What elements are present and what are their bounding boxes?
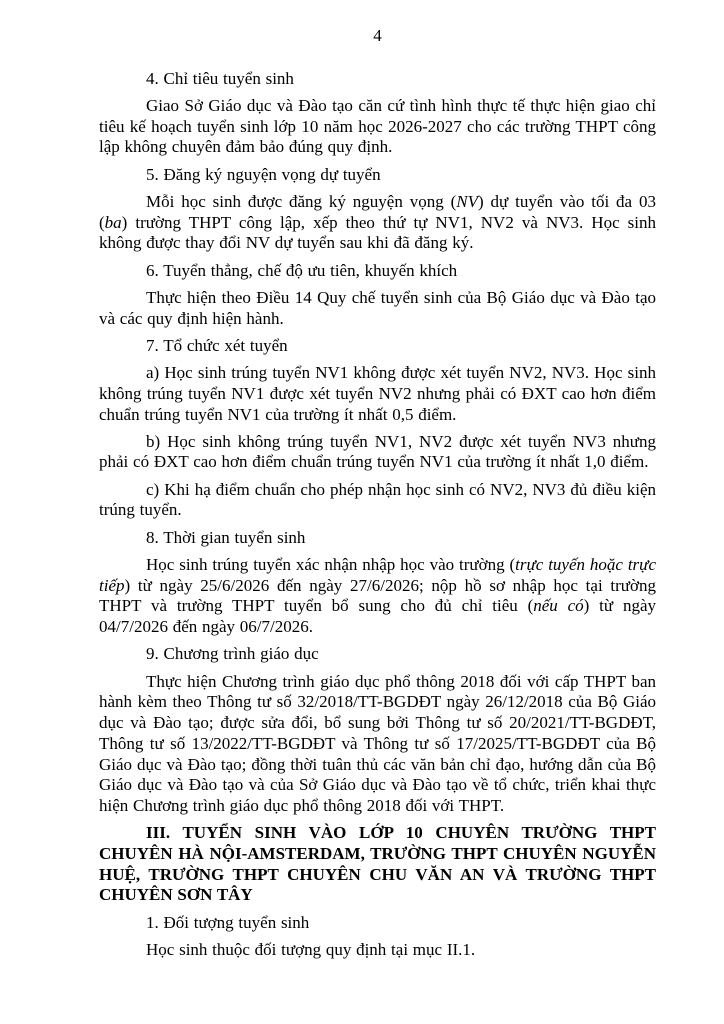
text-run: 6. Tuyển thẳng, chế độ ưu tiên, khuyến khích [146,260,458,280]
text-run: 1. Đối tượng tuyển sinh [146,912,310,932]
text-run: 7. Tổ chức xét tuyển [146,335,288,355]
text-run: NV [456,191,479,211]
paragraph [99,432,656,473]
heading [99,913,656,934]
paragraph [99,940,656,961]
text-run: ) dự tuyển vào tối đa 03 ( [99,191,656,232]
paragraph [99,96,656,158]
text-run: b) Học sinh không trúng tuyển NV1, NV2 được xét tuyển NV3 nhưng phải có ĐXT cao hơn điểm chuẩn trúng tuyển NV1 của trường ít nhất 1,0 điểm. [99,431,656,472]
text-run: 4. Chỉ tiêu tuyển sinh [146,68,294,88]
text-run: trực tuyến hoặc trực tiếp [99,554,656,595]
paragraph [99,672,656,817]
text-run: Học sinh trúng tuyển xác nhận nhập học vào trường ( [146,554,516,574]
section-heading [99,823,656,906]
heading [99,644,656,665]
text-run: ) trường THPT công lập, xếp theo thứ tự NV1, NV2 và NV3. Học sinh không được thay đổi NV dự tuyển sau khi đã đăng ký. [99,212,656,253]
text-run: c) Khi hạ điểm chuẩn cho phép nhận học sinh có NV2, NV3 đủ điều kiện trúng tuyển. [99,479,656,520]
heading [99,336,656,357]
text-run: Mỗi học sinh được đăng ký nguyện vọng ( [146,191,457,211]
text-run: Thực hiện theo Điều 14 Quy chế tuyển sinh của Bộ Giáo dục và Đào tạo và các quy định hiện hành. [99,287,656,328]
text-run: Giao Sở Giáo dục và Đào tạo căn cứ tình hình thực tế thực hiện giao chỉ tiêu kế hoạch tuyển sinh lớp 10 năm học 2026-2027 cho các trường THPT công lập không chuyên đảm bảo đúng quy định. [99,95,656,157]
paragraph [99,288,656,329]
heading [99,69,656,90]
text-run: ) từ ngày 25/6/2026 đến ngày 27/6/2026; nộp hồ sơ nhập học tại trường THPT và trường THPT tuyển bổ sung cho đủ chỉ tiêu ( [99,575,656,616]
text-run: ba [104,212,122,232]
text-run: III. TUYỂN SINH VÀO LỚP 10 CHUYÊN TRƯỜNG THPT CHUYÊN HÀ NỘI-AMSTERDAM, TRƯỜNG THPT CHUYÊN NGUYỄN HUỆ, TRƯỜNG THPT CHUYÊN CHU VĂN AN VÀ TRƯỜNG THPT CHUYÊN SƠN TÂY [99,823,656,905]
heading [99,261,656,282]
text-run: 8. Thời gian tuyển sinh [146,527,306,547]
text-run: nếu có [533,596,584,616]
paragraph [99,192,656,254]
text-run: ) từ ngày 04/7/2026 đến ngày 06/7/2026. [99,596,656,637]
paragraph [99,363,656,425]
heading [99,528,656,549]
heading [99,165,656,186]
text-run: 5. Đăng ký nguyện vọng dự tuyển [146,164,381,184]
text-run: 9. Chương trình giáo dục [146,644,319,664]
text-run: a) Học sinh trúng tuyển NV1 không được xét tuyển NV2, NV3. Học sinh không trúng tuyển NV1 được xét tuyển NV2 nhưng phải có ĐXT cao hơn điểm chuẩn trúng tuyển NV1 của trường ít nhất 0,5 điểm. [99,363,656,424]
document-body [99,69,656,961]
paragraph [99,555,656,638]
page-number: 4 [373,26,382,45]
text-run: Học sinh thuộc đối tượng quy định tại mục II.1. [146,939,476,959]
paragraph [99,480,656,521]
text-run: Thực hiện Chương trình giáo dục phổ thông 2018 đối với cấp THPT ban hành kèm theo Thông tư số 32/2018/TT-BGDĐT ngày 26/12/2018 của Bộ Giáo dục và Đào tạo; được sửa đổi, bổ sung bởi Thông tư số 20/2021/TT-BGDĐT, Thông tư số 13/2022/TT-BGDĐT và Thông tư số 17/2025/TT-BGDĐT của Bộ Giáo dục và Đào tạo; đồng thời tuân thủ các văn bản chỉ đạo, hướng dẫn của Bộ Giáo dục và Đào tạo và của Sở Giáo dục và Đào tạo về tổ chức, triển khai thực hiện Chương trình giáo dục phổ thông 2018 đối với THPT. [99,671,656,815]
